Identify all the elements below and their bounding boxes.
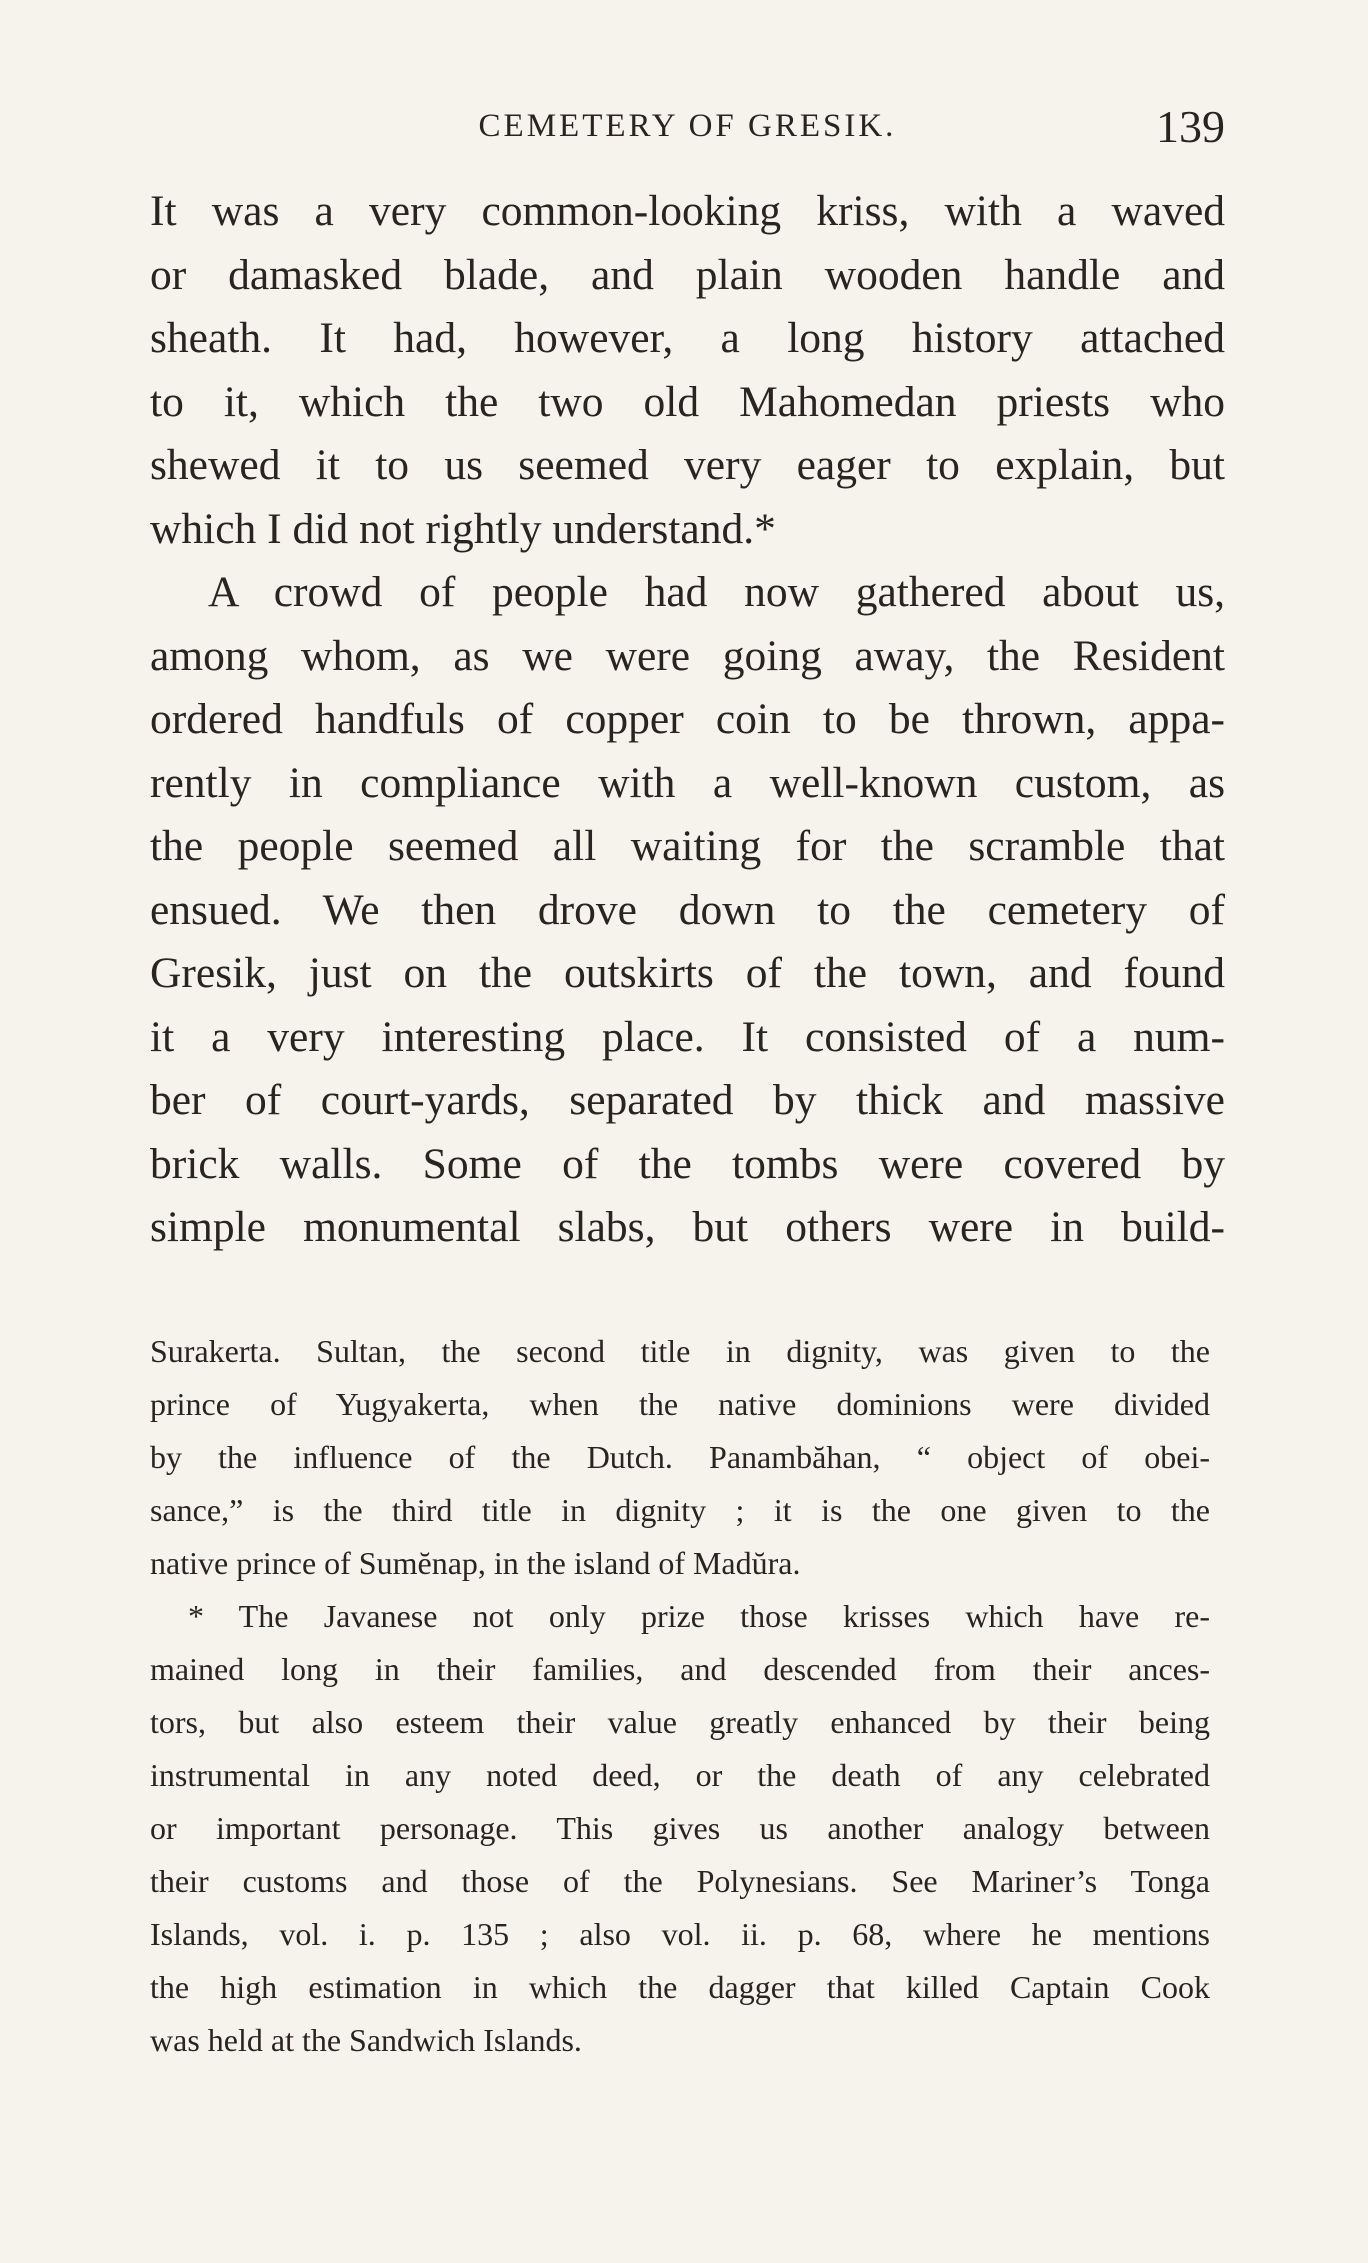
- text-line: rently in compliance with a well-known custom, as: [150, 758, 1225, 807]
- footnote-line: Surakerta. Sultan, the second title in dignity, was given to the: [150, 1333, 1210, 1369]
- page-number: 139: [1156, 101, 1225, 152]
- text-line: brick walls. Some of the tombs were covered by: [150, 1139, 1225, 1188]
- footnote-line: mained long in their families, and descended from their ances-: [150, 1651, 1210, 1687]
- text-line: ber of court-yards, separated by thick and massive: [150, 1076, 1225, 1124]
- footnote-line: the high estimation in which the dagger that killed Captain Cook: [150, 1969, 1210, 2005]
- footnote-line: or important personage. This gives us another analogy between: [150, 1810, 1210, 1846]
- footnote-line: native prince of Sumĕnap, in the island of Madŭra.: [150, 1545, 801, 1581]
- footnote-line: Islands, vol. i. p. 135 ; also vol. ii. p. 68, where he mentions: [150, 1916, 1210, 1952]
- text-line: ordered handfuls of copper coin to be thrown, appa-: [150, 695, 1225, 743]
- text-line: which I did not rightly understand.*: [150, 504, 776, 553]
- text-line: It was a very common-looking kriss, with a waved: [150, 187, 1225, 235]
- text-line: it a very interesting place. It consisted of a num-: [150, 1012, 1225, 1061]
- text-line: sheath. It had, however, a long history attached: [150, 314, 1225, 362]
- text-line: the people seemed all waiting for the scramble that: [150, 822, 1225, 870]
- footnote-line: instrumental in any noted deed, or the death of any celebrated: [150, 1757, 1210, 1793]
- footnote-line: sance,” is the third title in dignity ; it is the one given to the: [150, 1492, 1210, 1528]
- footnote-line: was held at the Sandwich Islands.: [150, 2022, 582, 2058]
- footnote-line: * The Javanese not only prize those krisses which have re-: [188, 1598, 1210, 1634]
- footnote-line: their customs and those of the Polynesians. See Mariner’s Tonga: [150, 1863, 1210, 1899]
- text-line: or damasked blade, and plain wooden handle and: [150, 250, 1225, 299]
- footnote-line: prince of Yugyakerta, when the native dominions were divided: [150, 1386, 1210, 1422]
- page-title: CEMETERY OF GRESIK.: [478, 108, 897, 144]
- text-line: Gresik, just on the outskirts of the town, and found: [150, 949, 1225, 997]
- footnote-line: tors, but also esteem their value greatly enhanced by their being: [150, 1704, 1210, 1740]
- text-line: shewed it to us seemed very eager to explain, but: [150, 441, 1225, 489]
- body-text: [150, 180, 1225, 1260]
- text-line: simple monumental slabs, but others were in build-: [150, 1203, 1225, 1251]
- text-line: among whom, as we were going away, the Resident: [150, 631, 1225, 680]
- text-line: to it, which the two old Mahomedan priests who: [150, 377, 1225, 426]
- text-line: A crowd of people had now gathered about us,: [208, 568, 1225, 616]
- text-line: ensued. We then drove down to the cemetery of: [150, 885, 1225, 934]
- running-head: [150, 100, 1225, 160]
- footnote-line: by the influence of the Dutch. Panambăhan, “ object of obei-: [150, 1439, 1210, 1475]
- footnotes: [150, 1325, 1210, 2067]
